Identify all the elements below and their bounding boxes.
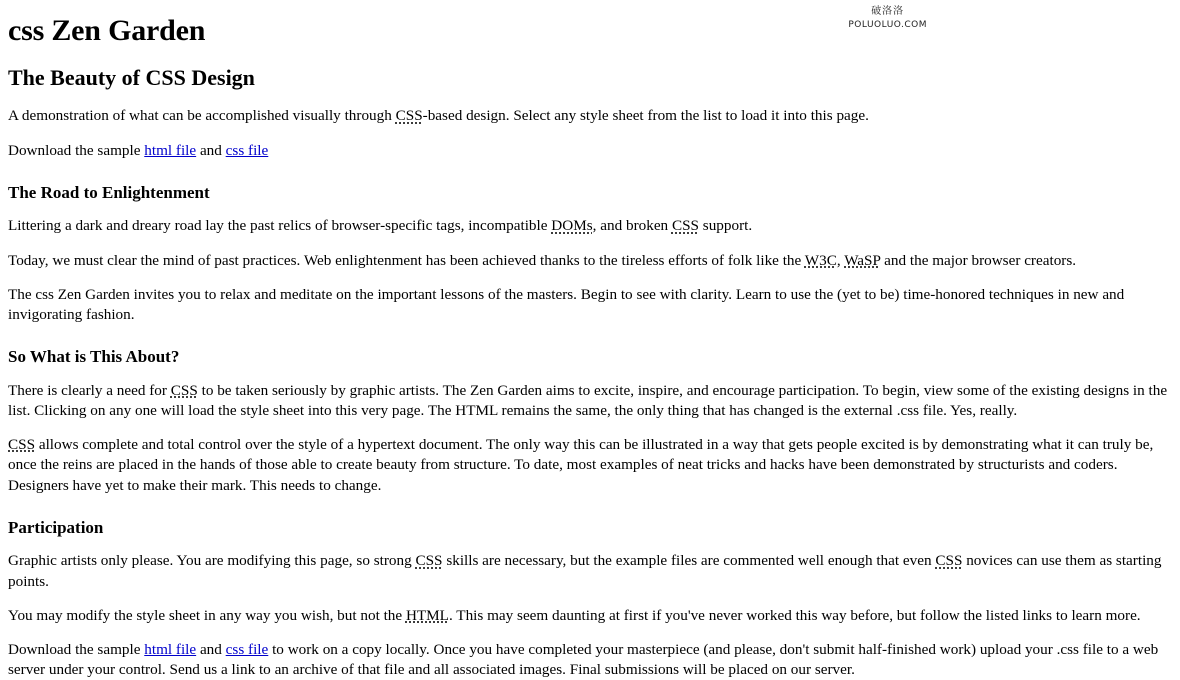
css-abbr: CSS [8,436,36,454]
html-file-link[interactable]: html file [144,641,197,658]
paragraph-text: Littering a dark and dreary road lay the past relics of browser-specific tags, incompatible [8,217,552,235]
page-title: The Beauty of CSS Design [8,65,255,90]
watermark-chinese-text: 破洛洛 [871,6,905,17]
section-paragraph [8,435,1172,496]
paragraph-text: The css Zen Garden invites you to relax and meditate on the important lessons of the masters. Begin to see with clarity. Learn to use the (yet to be) time-honored techniques in new and invigorating fashion. [8,285,1125,323]
section-paragraph [8,251,1172,271]
paragraph-text: . This may seem daunting at first if you've never worked this way before, but follow the listed links to learn more. [448,606,1141,624]
section-paragraph [8,640,1172,680]
html-abbr: HTML [405,606,449,624]
paragraph-text: , [836,251,845,269]
paragraph-text: novices can use them as starting points. [8,552,1162,590]
paragraph-text: , and broken [592,217,672,235]
watermark-domain-text: POLUOLUO.COM [848,20,927,30]
section-heading: Participation [8,517,104,537]
doms-abbr: DOMs [551,217,593,235]
section-paragraph [8,381,1172,421]
paragraph-text: and [196,641,226,658]
html-file-link-top[interactable]: html file [144,141,197,159]
css-abbr: CSS [170,381,198,399]
paragraph-text: allows complete and total control over the style of a hypertext document. The only way this can be illustrated in a way that gets people excited is by demonstrating what it can truly be, once the reins are placed in the hands of those able to create beauty from structure. To date, most examples of neat tricks and hacks have been demonstrated by structurists and coders. Designers have yet to make their mark. This needs to change. [8,436,1154,494]
paragraph-text: There is clearly a need for [8,381,171,399]
watermark [848,6,927,31]
section-paragraph [8,606,1172,626]
css-abbr: CSS [395,107,423,125]
section-heading: The Road to Enlightenment [8,182,210,202]
css-abbr: CSS [671,217,699,235]
css-abbr: CSS [415,552,443,570]
download-prefix-text: Download the sample [8,141,145,159]
download-conjunction-text: and [196,141,226,159]
css-abbr: CSS [935,552,963,570]
sections-container [8,183,1172,680]
paragraph-text: Today, we must clear the mind of past practices. Web enlightenment has been achieved thanks to the tireless efforts of folk like the [8,251,805,269]
site-title: css Zen Garden [8,14,206,47]
section-paragraph [8,551,1172,591]
intro-paragraph [8,106,1172,126]
wasp-abbr: WaSP [844,251,881,269]
w3c-abbr: W3C [804,251,837,269]
paragraph-text: Download the sample [8,641,145,658]
paragraph-text: Graphic artists only please. You are modifying this page, so strong [8,552,416,570]
paragraph-text: support. [698,217,753,235]
section-paragraph [8,285,1172,325]
section-heading: So What is This About? [8,347,180,367]
paragraph-text: and the major browser creators. [880,251,1077,269]
section-paragraph [8,216,1172,236]
paragraph-text: You may modify the style sheet in any way you wish, but not the [8,606,406,624]
intro-text-after-abbr: -based design. Select any style sheet from the list to load it into this page. [422,107,869,125]
intro-text-before-abbr: A demonstration of what can be accomplished visually through [8,107,396,125]
css-file-link-top[interactable]: css file [225,141,269,159]
download-paragraph-top [8,141,1172,161]
paragraph-text: to work on a copy locally. Once you have completed your masterpiece (and please, don't submit half-finished work) upload your .css file to a web server under your control. Send us a link to an archive of that file and all associated images. Final submissions will be placed on our server. [8,641,1159,679]
paragraph-text: to be taken seriously by graphic artists. The Zen Garden aims to excite, inspire, and encourage participation. To begin, view some of the existing designs in the list. Clicking on any one will load the style sheet into this very page. The HTML remains the same, the only thing that has changed is the external .css file. Yes, really. [8,381,1168,419]
paragraph-text: skills are necessary, but the example files are commented well enough that even [442,552,936,570]
css-file-link[interactable]: css file [225,641,269,658]
